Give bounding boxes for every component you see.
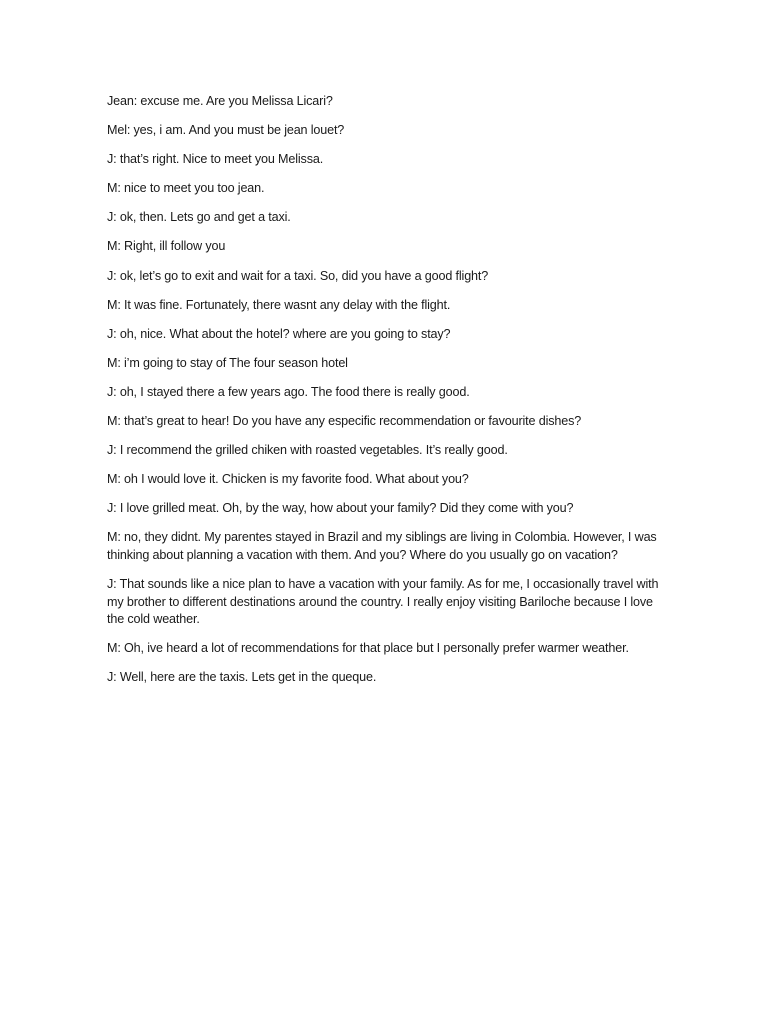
dialogue-line: M: nice to meet you too jean. [107, 181, 265, 196]
dialogue-line: M: oh I would love it. Chicken is my favorite food. What about you? [107, 472, 469, 487]
dialogue-line: J: That sounds like a nice plan to have a vacation with your family. As for me, I occasionally travel with my brother to different destinations around the country. I really enjoy visiting Bariloche because I love the cold weather. [107, 577, 659, 626]
dialogue-line: M: Oh, ive heard a lot of recommendations for that place but I personally prefer warmer weather. [107, 641, 629, 656]
dialogue-line: M: that’s great to hear! Do you have any especific recommendation or favourite dishes? [107, 414, 582, 429]
dialogue-line: J: I love grilled meat. Oh, by the way, how about your family? Did they come with you? [107, 501, 574, 516]
dialogue-line: M: It was fine. Fortunately, there wasnt any delay with the flight. [107, 297, 451, 312]
dialogue-line: M: i’m going to stay of The four season hotel [107, 355, 348, 370]
dialogue-line: J: oh, I stayed there a few years ago. The food there is really good. [107, 384, 470, 399]
dialogue-line: M: Right, ill follow you [107, 239, 226, 254]
dialogue-line: J: I recommend the grilled chiken with roasted vegetables. It’s really good. [107, 443, 508, 458]
dialogue-line: J: that’s right. Nice to meet you Melissa. [107, 152, 324, 167]
dialogue-line: Jean: excuse me. Are you Melissa Licari? [107, 94, 333, 108]
dialogue-line: J: oh, nice. What about the hotel? where are you going to stay? [107, 326, 451, 341]
dialogue-line: J: ok, then. Lets go and get a taxi. [107, 210, 291, 225]
dialogue-line: M: no, they didnt. My parentes stayed in Brazil and my siblings are living in Colombia. However, I was thinking about planning a vacation with them. And you? Where do you usually go on vacation? [107, 530, 657, 562]
dialogue-text [107, 93, 667, 698]
dialogue-line: J: ok, let’s go to exit and wait for a taxi. So, did you have a good flight? [107, 268, 489, 283]
dialogue-line: J: Well, here are the taxis. Lets get in the queque. [107, 670, 377, 685]
dialogue-line: Mel: yes, i am. And you must be jean louet? [107, 123, 345, 138]
